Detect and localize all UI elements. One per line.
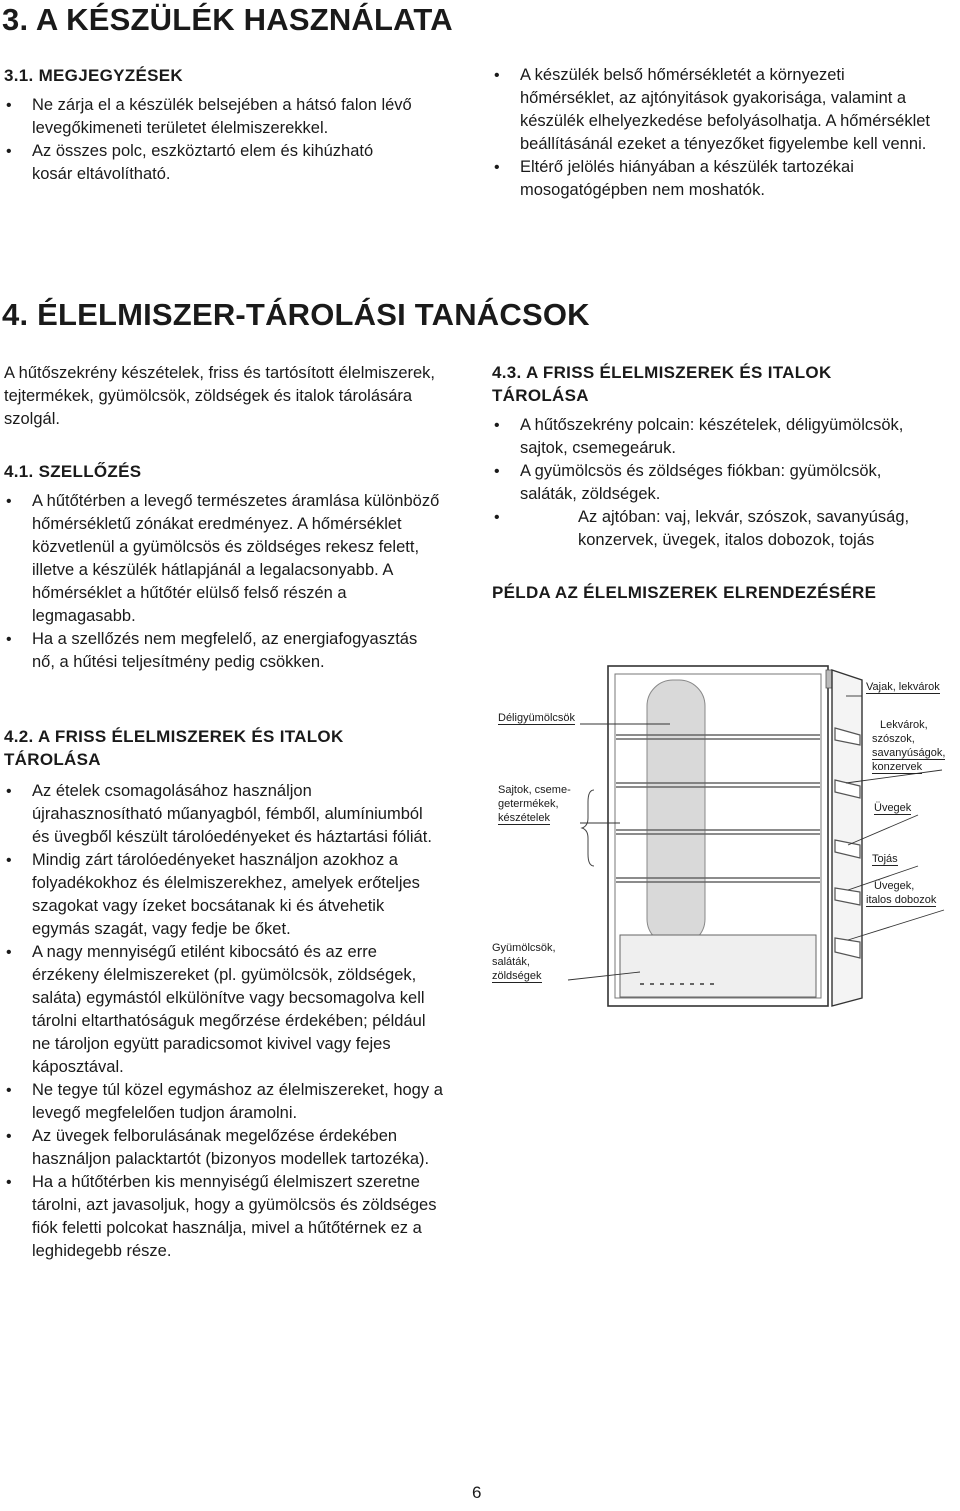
list-item: • A készülék belső hőmérsékletét a környezeti hőmérséklet, az ajtónyitások gyakorisága, valamint a készülék elhelyezkedése befolyásolhatja. A hőmérséklet beállításánál ezeket a tényezőket figyelembe kell venni.: [492, 64, 932, 156]
list-item: • Ha a szellőzés nem megfelelő, az energiafogyasztás nő, a hűtési teljesítmény pedig csökken.: [4, 628, 444, 674]
label-cheese: Sajtok, cseme- getermékek, készételek: [498, 784, 571, 824]
list-item: • Az összes polc, eszköztartó elem és kihúzható kosár eltávolítható.: [4, 140, 414, 186]
label-bottles: Üvegek: [874, 802, 912, 814]
label-fruits-vegetables: Gyümölcsök, saláták, zöldségek: [492, 942, 556, 982]
fridge-diagram: [490, 640, 960, 1020]
air-duct: [647, 680, 705, 945]
list-item: • A hűtőtérben a levegő természetes áramlása különböző hőmérsékletű zónákat eredményez. A hőmérséklet közvetlenül a gyümölcsös és zöldséges rekesz felett, illetve a készülék hátlapjánál a legalacsonyabb. A hőmérséklet a hűtőtér elülső felső részén a legmagasabb.: [4, 490, 444, 628]
storage-list: [4, 780, 444, 1263]
crisper-drawer: [620, 935, 816, 997]
section-4-3-title-line1: 4.3. A FRISS ÉLELMISZEREK ÉS ITALOK: [492, 363, 832, 382]
section-4-3-title: [492, 361, 832, 407]
section-4-1-title: 4.1. SZELLŐZÉS: [4, 462, 142, 481]
section-4-2-title-line1: 4.2. A FRISS ÉLELMISZEREK ÉS ITALOK: [4, 727, 344, 746]
list-item: • Az ételek csomagolásához használjon újrahasznosítható műanyagból, fémből, alumíniumból és üvegből készült tárolóedényeket és háztartási fóliát.: [4, 780, 444, 849]
section-3-1-title: 3.1. MEGJEGYZÉSEK: [4, 66, 183, 85]
label-eggs: Tojás: [872, 853, 898, 865]
label-jams-sauces: Lekvárok, szószok, savanyúságok, konzervek: [872, 719, 946, 773]
list-item: • Eltérő jelölés hiányában a készülék tartozékai mosogatógépben nem moshatók.: [492, 156, 932, 202]
notes-list-right: [492, 64, 932, 202]
list-item: • Ha a hűtőtérben kis mennyiségű élelmiszert szeretne tárolni, azt javasoljuk, hogy a gyümölcsös és zöldséges fiók feletti polcokat használja, mivel a hűtőtérnek ez a leghidegebb része.: [4, 1171, 444, 1263]
intro-paragraph: A hűtőszekrény készételek, friss és tartósított élelmiszerek, tejtermékek, gyümölcsök, zöldségek és italok tárolására szolgál.: [4, 364, 436, 428]
section-4-2-title-line2: TÁROLÁSA: [4, 750, 101, 769]
brace: [582, 790, 594, 866]
label-butter-jam: Vajak, lekvárok: [866, 681, 940, 693]
label-deli-fruit: Déligyümölcsök: [498, 712, 576, 724]
list-item-line1: • Az ajtóban: vaj, lekvár, szószok, savanyúság,: [578, 508, 910, 526]
page-number: 6: [472, 1483, 482, 1502]
list-item: • A nagy mennyiségű etilént kibocsátó és az erre érzékeny élelmiszereket (pl. gyümölcsök, zöldségek, saláta) egymástól elkülönítve vagy becsomagolva kell tárolni eltarthatóságuk megőrzése érdekében; például ne tároljon együtt paradicsomot kivivel vagy fejes káposztával.: [4, 941, 444, 1079]
heading-3: 3. A KÉSZÜLÉK HASZNÁLATA: [2, 2, 453, 37]
door-hinge: [826, 670, 832, 688]
list-item-line2: konzervek, üvegek, italos dobozok, tojás: [578, 531, 875, 549]
list-item: • Ne zárja el a készülék belsejében a hátsó falon lévő levegőkimeneti területet élelmiszerekkel.: [4, 94, 414, 140]
ventilation-list: [4, 490, 444, 674]
notes-list-left: [4, 94, 414, 186]
list-item: • Ne tegye túl közel egymáshoz az élelmiszereket, hogy a levegő megfelelően tudjon áramolni.: [4, 1079, 444, 1125]
list-item: • Mindig zárt tárolóedényeket használjon azokhoz a folyadékokhoz és élelmiszerekhez, amelyek erőteljes szagokat vagy ízeket bocsátanak ki és átvehetik egymás szagát, vagy fedje be őket.: [4, 849, 444, 941]
list-item: • A gyümölcsös és zöldséges fiókban: gyümölcsök, saláták, zöldségek.: [492, 460, 932, 506]
fresh-storage-list: [492, 414, 932, 552]
example-title: PÉLDA AZ ÉLELMISZEREK ELRENDEZÉSÉRE: [492, 583, 877, 602]
list-item: • Az üvegek felborulásának megelőzése érdekében használjon palacktartót (bizonyos modellek tartozéka).: [4, 1125, 444, 1171]
section-4-2-title: [4, 725, 344, 771]
list-item: • A hűtőszekrény polcain: készételek, déligyümölcsök, sajtok, csemegeáruk.: [492, 414, 932, 460]
heading-4: 4. ÉLELMISZER-TÁROLÁSI TANÁCSOK: [2, 297, 590, 332]
section-4-3-title-line2: TÁROLÁSA: [492, 386, 589, 405]
label-bottles-cans: Üvegek, italos dobozok: [866, 880, 937, 906]
list-item: [492, 506, 932, 552]
